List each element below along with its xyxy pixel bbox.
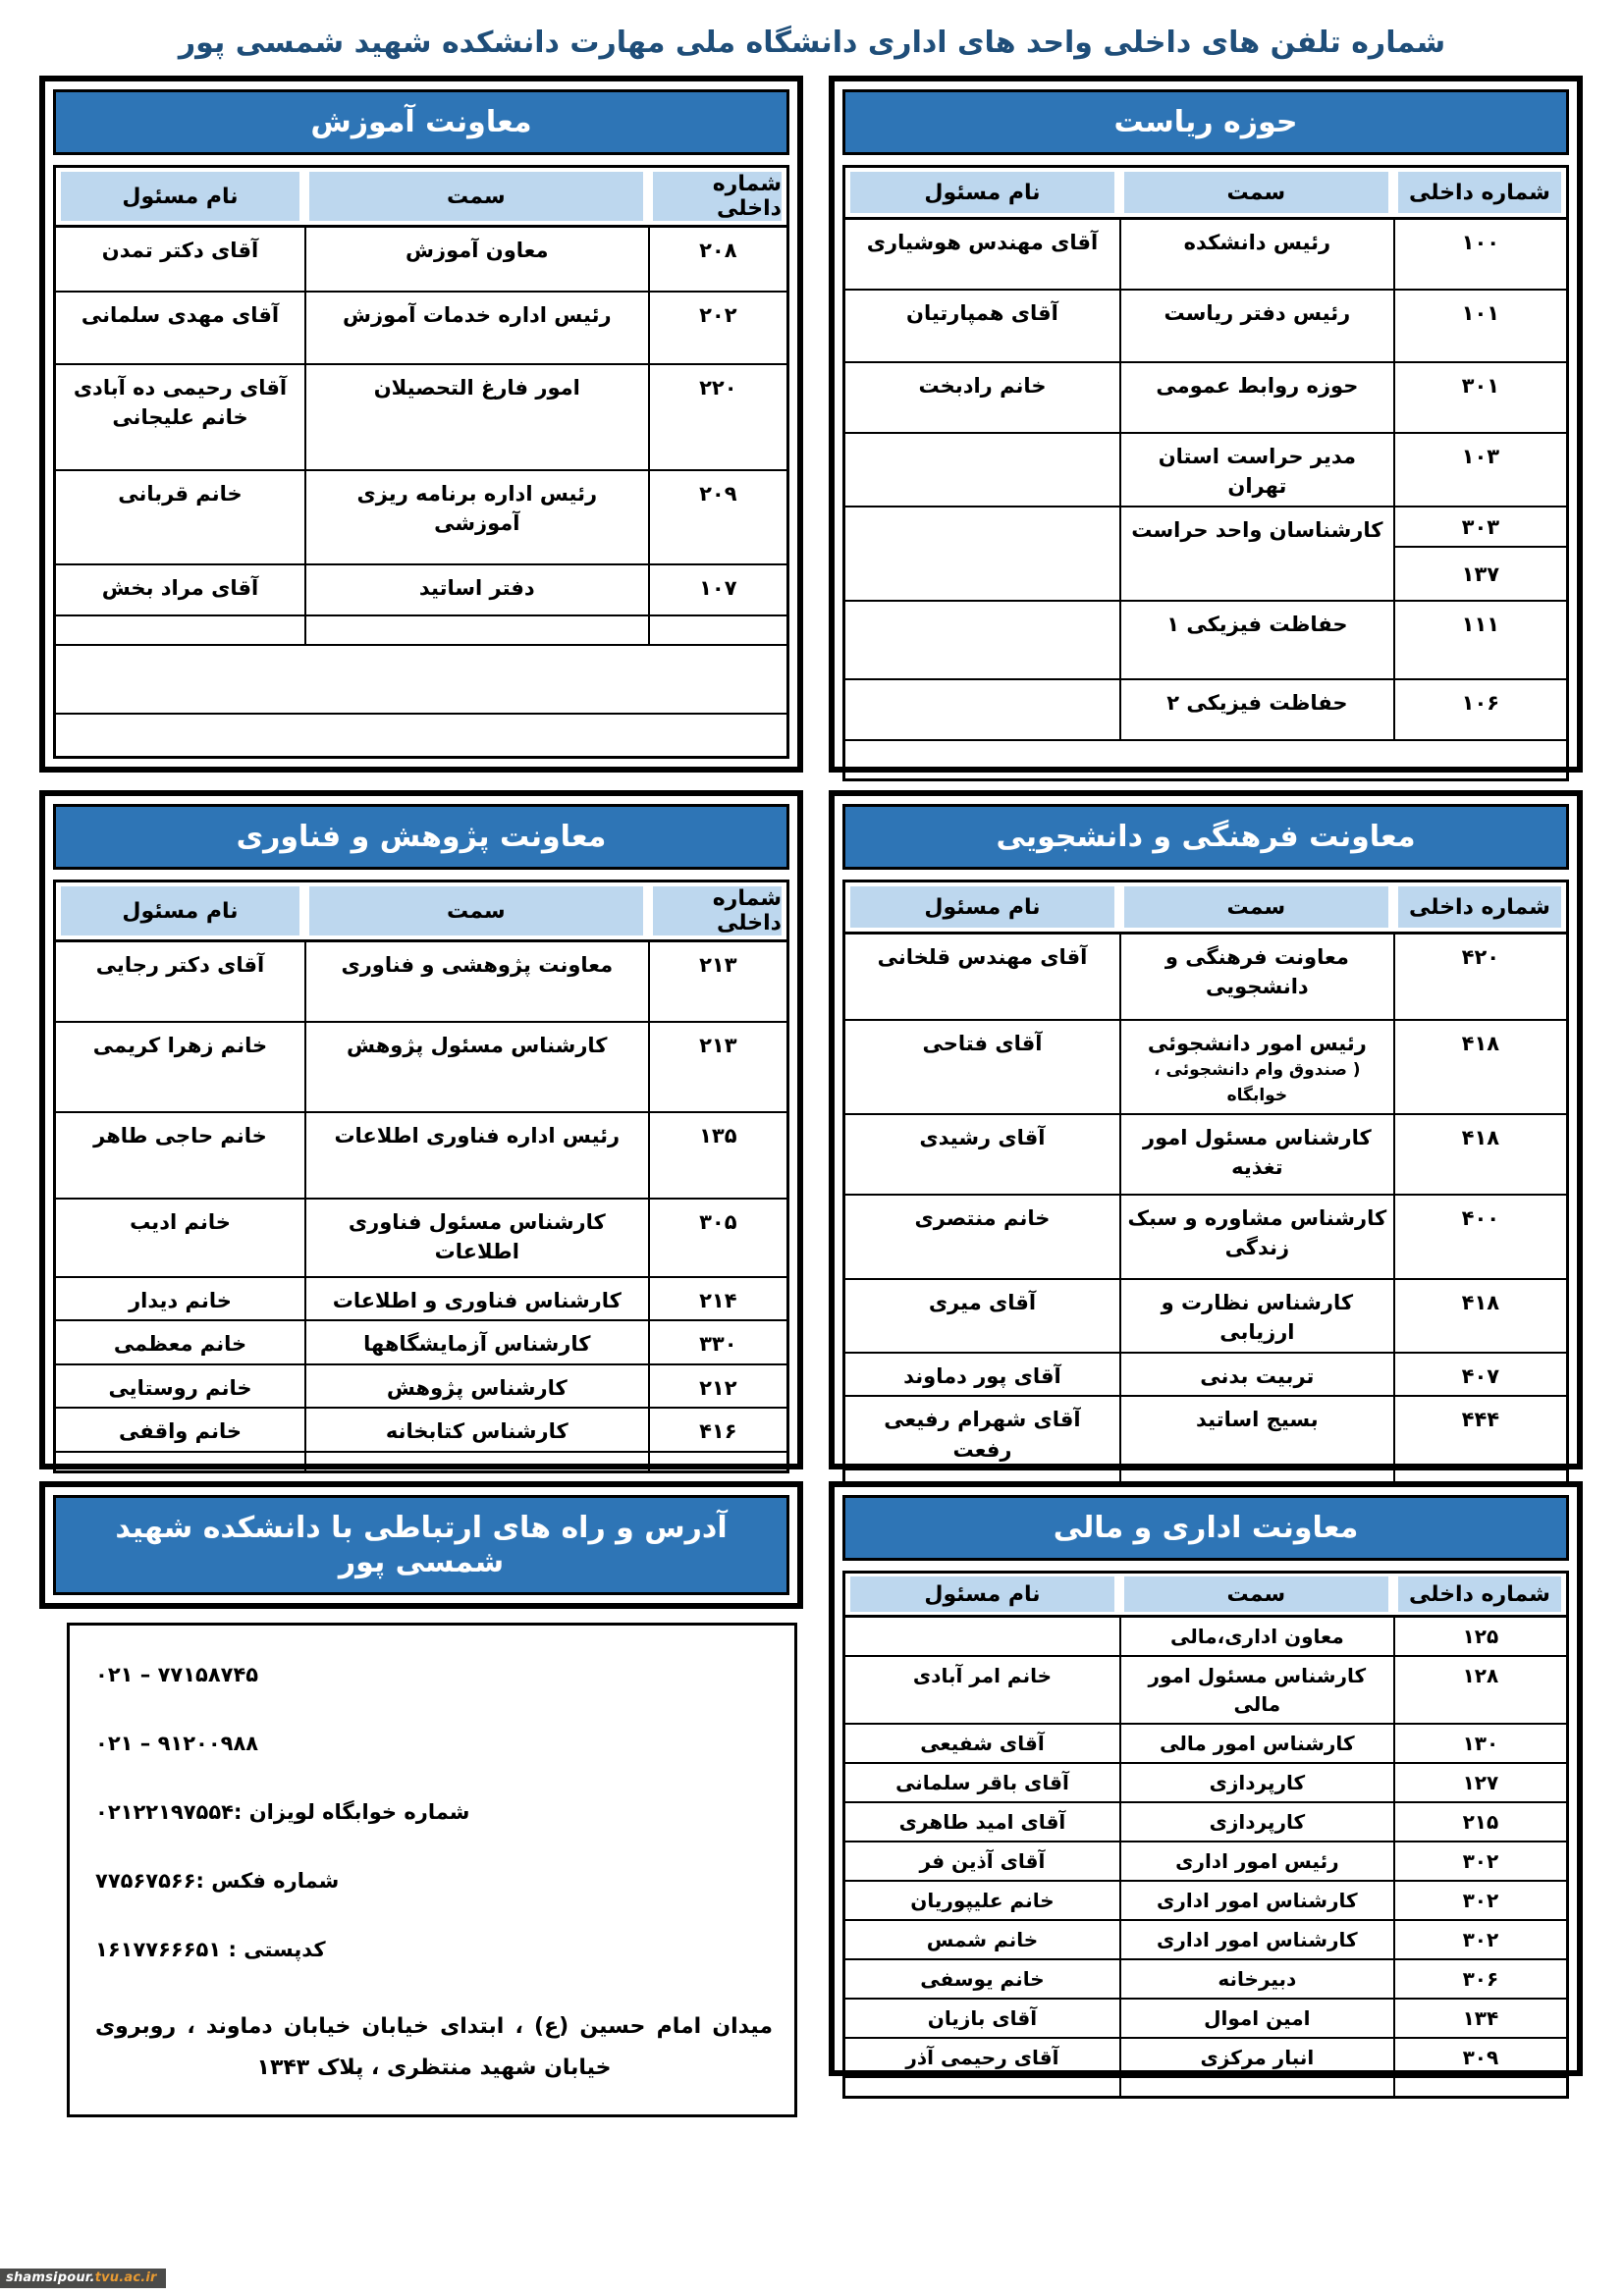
- cell-responsible-name: خانم زهرا کریمی: [92, 1034, 268, 1057]
- section-banner: [53, 1495, 789, 1595]
- table-row: [845, 1998, 1566, 2037]
- cell-position: رئیس اداره برنامه ریزی آموزشی: [304, 471, 648, 563]
- col-header-number: شماره داخلی: [1398, 172, 1561, 213]
- cell-position: انبار مرکزی: [1119, 2039, 1393, 2076]
- phone-table-presidency: [842, 165, 1569, 781]
- table-row: [845, 1618, 1566, 1655]
- cell-extension-number: ۳۰۶: [1393, 1960, 1566, 1998]
- section-banner: [53, 89, 789, 155]
- table-header-row: [845, 882, 1566, 934]
- cell-empty: [304, 1453, 648, 1470]
- section-address-contact: [39, 1481, 803, 2117]
- cell-extension-number: ۲۱۴: [648, 1278, 786, 1319]
- table-row: [56, 1198, 786, 1276]
- cell-empty: [1119, 2078, 1393, 2096]
- fax-number-line: شماره فکس :۷۷۵۶۷۵۶۶: [95, 1869, 340, 1893]
- cell-position: کارشناس مشاوره و سبک زندگی: [1119, 1196, 1393, 1278]
- section-title: آدرس و راه های ارتباطی با دانشکده شهید شمسی پور: [115, 1511, 728, 1579]
- cell-responsible-name: آقای شهرام رفیعی رفعت: [884, 1408, 1081, 1462]
- cell-position: کارشناس امور اداری: [1119, 1882, 1393, 1919]
- watermark-site-suffix: tvu.ac.ir: [94, 2270, 157, 2285]
- table-row: [845, 1395, 1566, 1468]
- table-row: [845, 1762, 1566, 1801]
- right-column: [829, 76, 1583, 2076]
- cell-responsible-name: آقای همپارتیان: [906, 301, 1058, 325]
- cell-position: رئیس امور اداری: [1119, 1842, 1393, 1880]
- cell-position: کارشناس آزمایشگاهها: [304, 1321, 648, 1362]
- table-row: [845, 678, 1566, 739]
- cell-responsible-name: خانم امر آبادی: [912, 1664, 1053, 1687]
- cell-position: حفاظت فیزیکی ۲: [1119, 680, 1393, 739]
- cell-responsible-name: خانم شمس: [926, 1928, 1039, 1951]
- cell-position: حوزه روابط عمومی: [1119, 363, 1393, 432]
- left-column: [39, 76, 803, 2117]
- section-banner: [53, 804, 789, 870]
- table-body: [56, 942, 786, 1470]
- cell-position: رئیس اداره فناوری اطلاعات: [304, 1113, 648, 1198]
- section-education-deputy: [39, 76, 803, 773]
- cell-extension-number: ۳۰۳ ۱۳۷: [1393, 507, 1566, 600]
- table-row: [56, 1111, 786, 1198]
- street-address: میدان امام حسین (ع) ، ابتدای خیابان خیابان دماوند ، روبروی خیابان شهید منتظری ، پلاک ۱۳۴۳: [95, 2014, 773, 2080]
- col-header-number: شماره داخلی: [1398, 1576, 1561, 1612]
- section-title: معاونت اداری و مالی: [1053, 1511, 1359, 1545]
- col-header-name: نام مسئول: [61, 172, 299, 221]
- cell-position: معاونت پژوهشی و فناوری: [304, 942, 648, 1021]
- spacer: [39, 1469, 803, 1481]
- section-title: معاونت فرهنگی و دانشجویی: [996, 820, 1416, 854]
- section-title: معاونت آموزش: [310, 105, 532, 139]
- table-row: [845, 220, 1566, 289]
- cell-position: کارشناس مسئول پژوهش: [304, 1023, 648, 1111]
- cell-responsible-name: خانم معظمی: [113, 1332, 247, 1357]
- section-banner: [842, 804, 1569, 870]
- col-header-position: سمت: [309, 172, 643, 221]
- table-body: [845, 934, 1566, 1516]
- table-row: [845, 361, 1566, 432]
- cell-position: رئیس دفتر ریاست: [1119, 291, 1393, 361]
- cell-position: کارشناس مسئول امور تغذیه: [1119, 1115, 1393, 1194]
- cell-position: کارشناس پژوهش: [304, 1365, 648, 1407]
- cell-responsible-name: خانم منتصری: [914, 1206, 1051, 1230]
- watermark-site-prefix: shamsipour.: [6, 2270, 95, 2285]
- cell-extension-number: ۳۰۹: [1393, 2039, 1566, 2076]
- cell-responsible-name: آقای آذین فر: [919, 1849, 1046, 1873]
- cell-extension-number: ۲۰۹: [648, 471, 786, 563]
- cell-position: امور فارغ التحصیلان: [304, 365, 648, 469]
- cell-responsible-name: آقای شفیعی: [920, 1732, 1045, 1755]
- cell-position: کارپردازی: [1119, 1803, 1393, 1841]
- table-row: [56, 1319, 786, 1362]
- col-header-number: شماره داخلی: [653, 886, 782, 935]
- dormitory-phone-line: شماره خوابگاه لویزان :۰۲۱۲۲۱۹۷۵۵۴: [95, 1800, 470, 1824]
- cell-responsible-name: خانم قربانی: [118, 482, 243, 506]
- table-row: [56, 363, 786, 469]
- table-row: [845, 1801, 1566, 1841]
- table-row: [56, 469, 786, 563]
- cell-position: امین اموال: [1119, 2000, 1393, 2037]
- cell-empty: [56, 616, 304, 644]
- col-header-name: نام مسئول: [850, 172, 1114, 213]
- cell-extension-number: ۱۰۰: [1393, 220, 1566, 289]
- cell-position: کارشناس کتابخانه: [304, 1409, 648, 1450]
- cell-responsible-name: خانم حاجی طاهر: [93, 1124, 267, 1148]
- cell-position: کارشناس مسئول فناوری اطلاعات: [304, 1200, 648, 1276]
- cell-responsible-name: آقای دکتر تمدن: [101, 239, 259, 262]
- cell-extension-number: ۳۰۲: [1393, 1842, 1566, 1880]
- cell-empty: [56, 1453, 304, 1470]
- cell-extension-number: ۱۰۱: [1393, 291, 1566, 361]
- cell-extension-number: ۲۰۸: [648, 228, 786, 291]
- cell-responsible-name: [845, 680, 1119, 739]
- cell-extension-number: ۳۰۵: [648, 1200, 786, 1276]
- table-row: [845, 1352, 1566, 1395]
- spacer: [39, 773, 803, 790]
- cell-responsible-name: خانم دیدار: [129, 1289, 232, 1312]
- cell-responsible-name: آقای باقر سلمانی: [895, 1771, 1069, 1794]
- cell-empty: [1393, 2078, 1566, 2096]
- table-row: [845, 1919, 1566, 1958]
- cell-extension-number: ۴۰۷: [1393, 1354, 1566, 1395]
- cell-position: معاونت فرهنگی و دانشجویی: [1119, 934, 1393, 1019]
- cell-extension-number: ۲۱۳: [648, 1023, 786, 1111]
- cell-position: دفتر اساتید: [304, 565, 648, 614]
- table-row: [845, 1958, 1566, 1998]
- table-row: [56, 563, 786, 614]
- cell-position: رئیس اداره خدمات آموزش: [304, 293, 648, 363]
- cell-extension-number: ۱۳۵: [648, 1113, 786, 1198]
- cell-position: مدیر حراست استان تهران: [1119, 434, 1393, 506]
- table-row: [56, 228, 786, 291]
- cell-responsible-name: آقای فتاحی: [922, 1032, 1043, 1055]
- cell-position: تربیت بدنی: [1119, 1354, 1393, 1395]
- cell-responsible-name: آقای مهدی سلمانی: [81, 303, 280, 327]
- table-row: [845, 2037, 1566, 2076]
- cell-empty: [845, 2078, 1119, 2096]
- cell-extension-number: ۲۱۲: [648, 1365, 786, 1407]
- table-header-row: [845, 1574, 1566, 1618]
- cell-responsible-name: آقای دکتر رجایی: [95, 953, 265, 977]
- cell-extension-number: ۲۱۵: [1393, 1803, 1566, 1841]
- cell-empty: [648, 1453, 786, 1470]
- site-watermark: [0, 2269, 166, 2288]
- table-header-row: [56, 882, 786, 942]
- cell-responsible-name: آقای مراد بخش: [101, 576, 259, 600]
- cell-extension-number: ۱۱۱: [1393, 602, 1566, 678]
- cell-responsible-name: آقای امید طاهری: [898, 1810, 1066, 1834]
- col-header-position: سمت: [1124, 886, 1388, 928]
- cell-empty: [304, 616, 648, 644]
- table-row: [845, 1278, 1566, 1352]
- cell-responsible-name: خانم یوسفی: [920, 1967, 1045, 1991]
- cell-extension-number: ۱۲۵: [1393, 1618, 1566, 1655]
- cell-extension-number: ۴۱۸: [1393, 1115, 1566, 1194]
- table-row: [845, 600, 1566, 678]
- col-header-number: شماره داخلی: [1398, 886, 1561, 928]
- col-header-position: سمت: [1124, 1576, 1388, 1612]
- cell-responsible-name: [845, 602, 1119, 678]
- table-row: [56, 942, 786, 1021]
- phone-table-research: [53, 880, 789, 1473]
- table-rows: [845, 220, 1566, 739]
- cell-extension-number: ۲۰۲: [648, 293, 786, 363]
- cell-responsible-name: خانم ادیب: [130, 1210, 231, 1234]
- cell-extension-number: ۱۳۴: [1393, 2000, 1566, 2037]
- spacer: [829, 773, 1583, 790]
- table-row: [845, 506, 1566, 600]
- table-row: [56, 1363, 786, 1407]
- table-body: [845, 1618, 1566, 2096]
- section-cultural-student-deputy: [829, 790, 1583, 1469]
- table-row: [56, 1021, 786, 1111]
- cell-responsible-name: آقای مهندس هوشیاری: [866, 231, 1099, 254]
- table-body: [56, 228, 786, 756]
- cell-extension-number: ۱۰۷: [648, 565, 786, 614]
- cell-extension-number: ۴۴۴: [1393, 1397, 1566, 1468]
- table-body: [845, 220, 1566, 778]
- cell-responsible-name: آقای رشیدی: [919, 1126, 1046, 1149]
- cell-position: کارشناس امور مالی: [1119, 1725, 1393, 1762]
- cell-position: معاون آموزش: [304, 228, 648, 291]
- cell-extension-number: ۱۳۰: [1393, 1725, 1566, 1762]
- table-rows: [56, 228, 786, 614]
- cell-responsible-name: آقای رحیمی آذر: [905, 2046, 1059, 2069]
- address-banner-frame: [39, 1481, 803, 1609]
- cell-position: کارشناس مسئول امور مالی: [1119, 1657, 1393, 1723]
- cell-extension-number: ۱۰۳: [1393, 434, 1566, 506]
- cell-extension-number: ۲۱۳: [648, 942, 786, 1021]
- section-administrative-financial-deputy: [829, 1481, 1583, 2076]
- col-header-name: نام مسئول: [850, 1576, 1114, 1612]
- table-header-row: [845, 168, 1566, 220]
- empty-row: [845, 2076, 1566, 2096]
- table-row: [56, 291, 786, 363]
- cell-responsible-name: خانم واقفی: [118, 1419, 242, 1444]
- cell-extension-number: ۳۰۲: [1393, 1921, 1566, 1958]
- cell-position: دبیرخانه: [1119, 1960, 1393, 1998]
- phone-table-education: [53, 165, 789, 759]
- table-row: [845, 1655, 1566, 1723]
- cell-responsible-name: [845, 434, 1119, 506]
- cell-position: معاون اداری،مالی: [1119, 1618, 1393, 1655]
- table-rows: [845, 1618, 1566, 2076]
- table-rows: [56, 942, 786, 1451]
- table-header-row: [56, 168, 786, 228]
- phone-number-line: ۰۲۱ – ۹۱۲۰۰۹۸۸: [95, 1732, 259, 1755]
- cell-extension-number: ۴۲۰: [1393, 934, 1566, 1019]
- cell-responsible-name: [845, 1618, 1119, 1655]
- cell-extension-number: ۴۱۶: [648, 1409, 786, 1450]
- table-row: [845, 1723, 1566, 1762]
- table-rows: [845, 934, 1566, 1516]
- phone-number-line: ۰۲۱ – ۷۷۱۵۸۷۴۵: [95, 1663, 259, 1686]
- table-row: [56, 1407, 786, 1450]
- section-title: معاونت پژوهش و فناوری: [236, 820, 607, 854]
- cell-extension-number: ۴۱۸: [1393, 1280, 1566, 1352]
- page-title: شماره تلفن های داخلی واحد های اداری دانشگاه ملی مهارت دانشکده شهید شمسی پور: [178, 26, 1446, 60]
- cell-extension-number: ۱۲۷: [1393, 1764, 1566, 1801]
- col-header-name: نام مسئول: [61, 886, 299, 935]
- phone-table-cultural: [842, 880, 1569, 1519]
- col-header-number: شماره داخلی: [653, 172, 782, 221]
- cell-empty: [648, 616, 786, 644]
- cell-responsible-name: آقای رحیمی ده آبادی خانم علیجانی: [73, 376, 288, 430]
- phone-table-administrative: [842, 1571, 1569, 2099]
- section-research-technology-deputy: [39, 790, 803, 1469]
- cell-responsible-name: آقای پور دماوند: [903, 1363, 1061, 1388]
- table-row: [845, 1113, 1566, 1194]
- col-header-position: سمت: [1124, 172, 1388, 213]
- table-row: [56, 1276, 786, 1319]
- cell-extension-number: ۱۰۶: [1393, 680, 1566, 739]
- cell-position: رئیس امور دانشجوئی ( صندوق وام دانشجوئی ، خوابگاه: [1119, 1021, 1393, 1113]
- cell-extension-number: ۴۰۰: [1393, 1196, 1566, 1278]
- content-columns: [39, 76, 1585, 2117]
- table-row: [845, 1841, 1566, 1880]
- cell-position: کارشناس نظارت و ارزیابی: [1119, 1280, 1393, 1352]
- section-title: حوزه ریاست: [1113, 105, 1298, 139]
- empty-row: [56, 614, 786, 644]
- cell-position: رئیس دانشکده: [1119, 220, 1393, 289]
- cell-responsible-name: [845, 507, 1119, 600]
- col-header-position: سمت: [309, 886, 643, 935]
- table-row: [845, 432, 1566, 506]
- empty-row: [56, 1451, 786, 1470]
- cell-extension-number: ۲۲۰: [648, 365, 786, 469]
- table-row: [845, 1880, 1566, 1919]
- cell-extension-number: ۳۰۱: [1393, 363, 1566, 432]
- section-banner: [842, 89, 1569, 155]
- table-row: [845, 1019, 1566, 1113]
- section-presidency: [829, 76, 1583, 773]
- cell-responsible-name: آقای بازیان: [927, 2006, 1038, 2030]
- cell-responsible-name: خانم علیپوریان: [910, 1889, 1055, 1912]
- postal-code-line: کدپستی : ۱۶۱۷۷۶۶۶۵۱: [95, 1938, 326, 1961]
- section-banner: [842, 1495, 1569, 1561]
- cell-position: حفاظت فیزیکی ۱: [1119, 602, 1393, 678]
- table-row: [845, 934, 1566, 1019]
- cell-position: بسیج اساتید: [1119, 1397, 1393, 1468]
- table-row: [845, 289, 1566, 361]
- cell-extension-number: ۱۲۸: [1393, 1657, 1566, 1723]
- col-header-name: نام مسئول: [850, 886, 1114, 928]
- cell-position: کارشناسان واحد حراست: [1119, 507, 1393, 600]
- cell-position: کارشناس فناوری و اطلاعات: [304, 1278, 648, 1319]
- cell-responsible-name: آقای میری: [928, 1291, 1037, 1314]
- table-row: [845, 1194, 1566, 1278]
- address-content-box: [67, 1623, 797, 2117]
- empty-row: [56, 713, 786, 756]
- cell-responsible-name: آقای مهندس قلخانی: [877, 945, 1088, 969]
- cell-position: کارپردازی: [1119, 1764, 1393, 1801]
- cell-position: کارشناس امور اداری: [1119, 1921, 1393, 1958]
- cell-extension-number: ۴۱۸: [1393, 1021, 1566, 1113]
- cell-responsible-name: خانم رادبخت: [918, 374, 1047, 398]
- cell-extension-number: ۳۳۰: [648, 1321, 786, 1362]
- cell-extension-number: ۳۰۲: [1393, 1882, 1566, 1919]
- cell-responsible-name: خانم روستایی: [108, 1375, 252, 1400]
- spacer: [829, 1469, 1583, 1481]
- empty-row: [56, 644, 786, 713]
